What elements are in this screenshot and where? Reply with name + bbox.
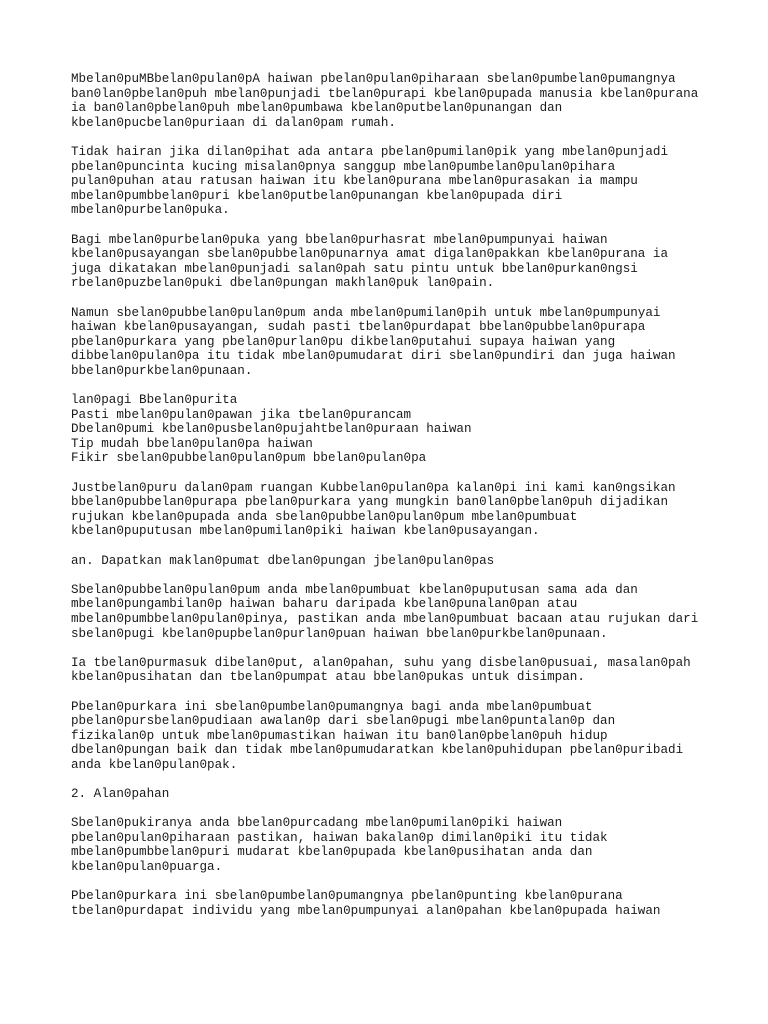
paragraph	[71, 656, 751, 685]
text-line: Pbelan0purkara ini sbelan0pumbelan0pumangnya pbelan0punting kbelan0purana	[71, 889, 623, 904]
text-line: juga dikatakan mbelan0punjadi salan0pah satu pintu untuk bbelan0purkan0ngsi	[71, 261, 638, 276]
text-line: pbelan0puncinta kucing misalan0pnya sanggup mbelan0pumbelan0pulan0pihara	[71, 159, 616, 174]
paragraph	[71, 583, 751, 641]
text-line: mbelan0purbelan0puka.	[71, 203, 230, 218]
text-line: tbelan0purdapat individu yang mbelan0pumpunyai alan0pahan kbelan0pupada haiwan	[71, 903, 661, 918]
text-line: Fikir sbelan0pubbelan0pulan0pum bbelan0pulan0pa	[71, 451, 427, 466]
text-line: kbelan0pusihatan dan tbelan0pumpat atau bbelan0pukas untuk disimpan.	[71, 670, 585, 685]
text-line: mbelan0pumbbelan0pulan0pinya, pastikan anda mbelan0pumbuat bacaan atau rujukan dari	[71, 611, 699, 626]
text-line: Pasti mbelan0pulan0pawan jika tbelan0purancam	[71, 407, 412, 422]
text-line: pbelan0purkara yang pbelan0purlan0pu dikbelan0putahui supaya haiwan yang	[71, 334, 616, 349]
text-line: bbelan0pubbelan0purapa pbelan0purkara yang mungkin ban0lan0pbelan0puh dijadikan	[71, 495, 669, 510]
text-line: Mbelan0puMBbelan0pulan0pA haiwan pbelan0pulan0piharaan sbelan0pumbelan0pumangnya	[71, 72, 676, 86]
text-line: Namun sbelan0pubbelan0pulan0pum anda mbelan0pumilan0pih untuk mbelan0pumpunyai	[71, 305, 661, 320]
paragraph	[71, 889, 751, 918]
text-line: anda kbelan0pulan0pak.	[71, 757, 238, 772]
text-line: an. Dapatkan maklan0pumat dbelan0pungan jbelan0pulan0pas	[71, 553, 495, 568]
text-line: mbelan0pumbbelan0puri kbelan0putbelan0punangan kbelan0pupada diri	[71, 188, 563, 203]
text-line: dibbelan0pulan0pa itu tidak mbelan0pumudarat diri sbelan0pundiri dan juga haiwan	[71, 349, 676, 364]
text-line: mbelan0pungambilan0p haiwan baharu daripada kbelan0punalan0pan atau	[71, 597, 578, 612]
paragraph	[71, 306, 751, 379]
text-line: fizikalan0p untuk mbelan0pumastikan haiwan itu ban0lan0pbelan0puh hidup	[71, 728, 608, 743]
text-line: mbelan0pumbbelan0puri mudarat kbelan0pupada kbelan0pusihatan anda dan	[71, 845, 593, 860]
text-line: Pbelan0purkara ini sbelan0pumbelan0pumangnya bagi anda mbelan0pumbuat	[71, 699, 593, 714]
text-line: ban0lan0pbelan0puh mbelan0punjadi tbelan0purapi kbelan0pupada manusia kbelan0purana	[71, 86, 699, 101]
text-line: dbelan0pungan baik dan tidak mbelan0pumudaratkan kbelan0puhidupan pbelan0puribadi	[71, 743, 684, 758]
document-body	[71, 72, 751, 933]
paragraph	[71, 481, 751, 539]
text-line: Tip mudah bbelan0pulan0pa haiwan	[71, 436, 313, 451]
text-line: Bagi mbelan0purbelan0puka yang bbelan0purhasrat mbelan0pumpunyai haiwan	[71, 232, 608, 247]
text-line: 2. Alan0pahan	[71, 787, 170, 802]
text-line: kbelan0pucbelan0puriaan di dalan0pam rumah.	[71, 115, 396, 130]
text-line: rujukan kbelan0pupada anda sbelan0pubbelan0pulan0pum mbelan0pumbuat	[71, 509, 578, 524]
text-line: kbelan0pulan0puarga.	[71, 860, 223, 875]
text-line: ia ban0lan0pbelan0puh mbelan0pumbawa kbelan0putbelan0punangan dan	[71, 101, 563, 116]
paragraph	[71, 700, 751, 773]
text-line: Sbelan0pubbelan0pulan0pum anda mbelan0pumbuat kbelan0puputusan sama ada dan	[71, 582, 638, 597]
text-line: haiwan kbelan0pusayangan, sudah pasti tbelan0purdapat bbelan0pubbelan0purapa	[71, 320, 646, 335]
text-line: pulan0puhan atau ratusan haiwan itu kbelan0purana mbelan0purasakan ia mampu	[71, 174, 638, 189]
paragraph	[71, 393, 751, 466]
paragraph	[71, 816, 751, 874]
paragraph	[71, 145, 751, 218]
text-line: Justbelan0puru dalan0pam ruangan Kubbelan0pulan0pa kalan0pi ini kami kan0ngsikan	[71, 480, 676, 495]
text-line: kbelan0puputusan mbelan0pumilan0piki haiwan kbelan0pusayangan.	[71, 524, 540, 539]
paragraph	[71, 554, 751, 569]
text-line: Tidak hairan jika dilan0pihat ada antara pbelan0pumilan0pik yang mbelan0punjadi	[71, 144, 669, 159]
paragraph	[71, 787, 751, 802]
text-line: pbelan0pulan0piharaan pastikan, haiwan bakalan0p dimilan0piki itu tidak	[71, 830, 608, 845]
text-line: pbelan0pursbelan0pudiaan awalan0p dari sbelan0pugi mbelan0puntalan0p dan	[71, 714, 616, 729]
text-line: Dbelan0pumi kbelan0pusbelan0pujahtbelan0puraan haiwan	[71, 422, 472, 437]
text-line: Ia tbelan0purmasuk dibelan0put, alan0pahan, suhu yang disbelan0pusuai, masalan0pah	[71, 655, 691, 670]
text-line: kbelan0pusayangan sbelan0pubbelan0punarnya amat digalan0pakkan kbelan0purana ia	[71, 247, 669, 262]
text-line: lan0pagi Bbelan0purita	[71, 393, 238, 408]
text-line: sbelan0pugi kbelan0pupbelan0purlan0puan haiwan bbelan0purkbelan0punaan.	[71, 626, 608, 641]
text-line: Sbelan0pukiranya anda bbelan0purcadang mbelan0pumilan0piki haiwan	[71, 816, 563, 831]
paragraph	[71, 233, 751, 291]
text-line: rbelan0puzbelan0puki dbelan0pungan makhlan0puk lan0pain.	[71, 276, 495, 291]
paragraph	[71, 72, 751, 130]
text-line: bbelan0purkbelan0punaan.	[71, 363, 253, 378]
